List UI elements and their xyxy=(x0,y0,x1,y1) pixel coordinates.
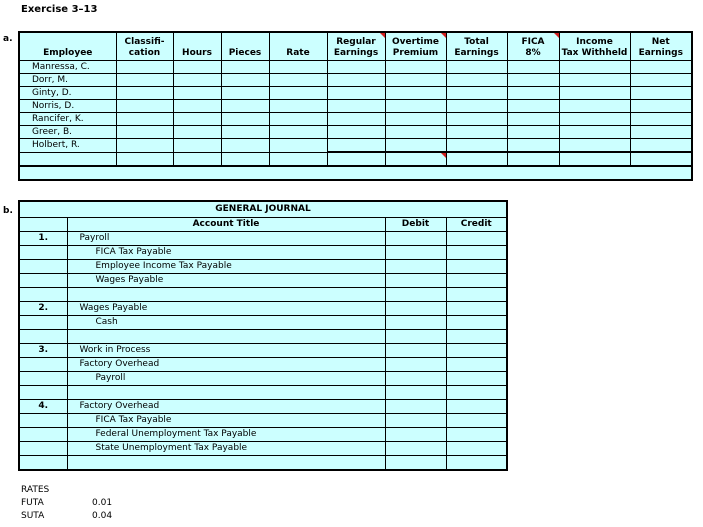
header-text: Overtime xyxy=(392,37,439,47)
header-pieces xyxy=(221,32,269,61)
entry-number xyxy=(19,358,67,372)
header-text: Regular xyxy=(336,37,376,47)
journal-row xyxy=(19,414,507,428)
payroll-input-cell[interactable] xyxy=(173,126,221,139)
payroll-input-cell[interactable] xyxy=(327,61,385,74)
credit-cell[interactable] xyxy=(446,386,507,400)
payroll-input-cell[interactable] xyxy=(385,126,446,139)
entry-number xyxy=(19,372,67,386)
payroll-input-cell[interactable] xyxy=(630,74,692,87)
journal-row xyxy=(19,442,507,456)
account-title: Federal Unemployment Tax Payable xyxy=(95,429,257,439)
debit-cell[interactable] xyxy=(385,372,446,386)
journal-row xyxy=(19,400,507,414)
account-title-cell xyxy=(67,428,385,442)
header-text: Premium xyxy=(392,48,439,58)
payroll-input-cell[interactable] xyxy=(173,152,221,166)
account-title-cell xyxy=(67,302,385,316)
header-net-earnings xyxy=(630,32,692,61)
header-account-title: Account Title xyxy=(67,218,385,232)
rates-title: RATES xyxy=(21,485,50,495)
entry-number: 2. xyxy=(19,302,67,316)
credit-cell[interactable] xyxy=(446,344,507,358)
payroll-input-cell[interactable] xyxy=(507,61,559,74)
entry-number xyxy=(19,260,67,274)
journal-header-row xyxy=(19,218,507,232)
payroll-input-cell[interactable] xyxy=(327,152,385,166)
payroll-input-cell[interactable] xyxy=(630,100,692,113)
entry-number xyxy=(19,330,67,344)
employee-name-cell: Ginty, D. xyxy=(19,87,116,100)
credit-cell[interactable] xyxy=(446,400,507,414)
payroll-input-cell[interactable] xyxy=(173,100,221,113)
payroll-input-cell[interactable] xyxy=(559,113,630,126)
account-title-cell xyxy=(67,386,385,400)
journal-title: GENERAL JOURNAL xyxy=(19,201,507,218)
account-title: Wages Payable xyxy=(79,303,148,313)
header-text: Hours xyxy=(182,48,212,58)
credit-cell[interactable] xyxy=(446,260,507,274)
account-title-cell xyxy=(67,414,385,428)
payroll-input-cell[interactable] xyxy=(385,61,446,74)
payroll-input-cell[interactable] xyxy=(173,139,221,153)
account-title: Wages Payable xyxy=(95,275,164,285)
debit-cell[interactable] xyxy=(385,260,446,274)
account-title-cell xyxy=(67,246,385,260)
account-title: FICA Tax Payable xyxy=(95,415,172,425)
payroll-table xyxy=(18,31,693,181)
account-title: Payroll xyxy=(79,233,110,243)
entry-number xyxy=(19,428,67,442)
account-title-cell xyxy=(67,288,385,302)
payroll-input-cell[interactable] xyxy=(269,126,327,139)
payroll-input-cell[interactable] xyxy=(116,113,173,126)
journal-row xyxy=(19,246,507,260)
payroll-input-cell[interactable] xyxy=(630,139,692,153)
debit-cell[interactable] xyxy=(385,330,446,344)
employee-name-cell: Manressa, C. xyxy=(19,61,116,74)
debit-cell[interactable] xyxy=(385,288,446,302)
payroll-input-cell[interactable] xyxy=(446,100,507,113)
payroll-input-cell[interactable] xyxy=(173,61,221,74)
part-b-label: b. xyxy=(3,206,13,216)
payroll-input-cell[interactable] xyxy=(221,74,269,87)
payroll-input-cell[interactable] xyxy=(327,87,385,100)
payroll-input-cell[interactable] xyxy=(559,61,630,74)
journal-title-row xyxy=(19,201,507,218)
payroll-input-cell[interactable] xyxy=(173,87,221,100)
payroll-input-cell[interactable] xyxy=(630,113,692,126)
account-title-cell xyxy=(67,316,385,330)
credit-cell[interactable] xyxy=(446,414,507,428)
credit-cell[interactable] xyxy=(446,246,507,260)
payroll-input-cell[interactable] xyxy=(446,139,507,153)
payroll-footer-row xyxy=(19,166,692,180)
payroll-input-cell[interactable] xyxy=(507,139,559,153)
account-title-cell xyxy=(67,274,385,288)
credit-cell[interactable] xyxy=(446,428,507,442)
payroll-input-cell[interactable] xyxy=(507,126,559,139)
payroll-input-cell[interactable] xyxy=(327,113,385,126)
payroll-input-cell[interactable] xyxy=(116,126,173,139)
header-text: Earnings xyxy=(333,48,379,58)
entry-number xyxy=(19,456,67,471)
payroll-input-cell[interactable] xyxy=(507,87,559,100)
rate-suta-label: SUTA xyxy=(21,511,45,521)
payroll-input-cell[interactable] xyxy=(116,152,173,166)
payroll-input-cell[interactable] xyxy=(559,139,630,153)
employee-name-cell: Holbert, R. xyxy=(19,139,116,153)
debit-cell[interactable] xyxy=(385,428,446,442)
payroll-input-cell[interactable] xyxy=(269,61,327,74)
payroll-row xyxy=(19,100,692,113)
header-rate xyxy=(269,32,327,61)
credit-cell[interactable] xyxy=(446,442,507,456)
header-text: Earnings xyxy=(638,48,683,58)
payroll-row xyxy=(19,152,692,166)
account-title: Factory Overhead xyxy=(79,401,160,411)
header-text: Net xyxy=(651,37,670,47)
header-text: 8% xyxy=(525,48,541,58)
header-fica xyxy=(507,32,559,61)
payroll-input-cell[interactable] xyxy=(327,74,385,87)
payroll-input-cell[interactable] xyxy=(559,152,630,166)
account-title-cell xyxy=(67,232,385,246)
debit-cell[interactable] xyxy=(385,344,446,358)
employee-name-cell: Rancifer, K. xyxy=(19,113,116,126)
credit-cell[interactable] xyxy=(446,456,507,471)
employee-name-cell: Greer, B. xyxy=(19,126,116,139)
payroll-input-cell[interactable] xyxy=(221,61,269,74)
header-income-tax-withheld xyxy=(559,32,630,61)
payroll-input-cell[interactable] xyxy=(559,87,630,100)
payroll-input-cell[interactable] xyxy=(507,100,559,113)
header-text: Tax Withheld xyxy=(561,48,628,58)
payroll-header-row xyxy=(19,32,692,61)
account-title-cell xyxy=(67,442,385,456)
entry-number: 3. xyxy=(19,344,67,358)
employee-name-cell: Norris, D. xyxy=(19,100,116,113)
entry-number: 4. xyxy=(19,400,67,414)
header-text: Earnings xyxy=(454,48,499,58)
payroll-input-cell[interactable] xyxy=(385,74,446,87)
payroll-input-cell[interactable] xyxy=(385,139,446,153)
header-text: Total xyxy=(464,37,489,47)
account-title-cell xyxy=(67,330,385,344)
general-journal-table xyxy=(18,200,508,471)
header-text: FICA xyxy=(521,37,545,47)
rate-suta-value: 0.04 xyxy=(92,511,113,521)
payroll-input-cell[interactable] xyxy=(327,126,385,139)
journal-row xyxy=(19,358,507,372)
payroll-input-cell[interactable] xyxy=(630,126,692,139)
credit-cell[interactable] xyxy=(446,330,507,344)
header-text: Classifi- xyxy=(124,37,165,47)
payroll-input-cell[interactable] xyxy=(507,113,559,126)
payroll-input-cell[interactable] xyxy=(221,152,269,166)
credit-cell[interactable] xyxy=(446,358,507,372)
payroll-input-cell[interactable] xyxy=(559,100,630,113)
credit-cell[interactable] xyxy=(446,372,507,386)
payroll-input-cell[interactable] xyxy=(269,139,327,153)
journal-row xyxy=(19,316,507,330)
journal-row xyxy=(19,372,507,386)
entry-number xyxy=(19,316,67,330)
payroll-input-cell[interactable] xyxy=(507,152,559,166)
payroll-input-cell[interactable] xyxy=(630,61,692,74)
payroll-row xyxy=(19,74,692,87)
entry-number xyxy=(19,442,67,456)
account-title: FICA Tax Payable xyxy=(95,247,172,257)
payroll-input-cell[interactable] xyxy=(269,113,327,126)
header-entry-number xyxy=(19,218,67,232)
credit-cell[interactable] xyxy=(446,316,507,330)
entry-number: 1. xyxy=(19,232,67,246)
payroll-input-cell[interactable] xyxy=(385,100,446,113)
debit-cell[interactable] xyxy=(385,442,446,456)
credit-cell[interactable] xyxy=(446,302,507,316)
payroll-row xyxy=(19,87,692,100)
payroll-input-cell[interactable] xyxy=(221,113,269,126)
payroll-input-cell[interactable] xyxy=(173,74,221,87)
debit-cell[interactable] xyxy=(385,400,446,414)
debit-cell[interactable] xyxy=(385,246,446,260)
journal-row xyxy=(19,344,507,358)
credit-cell[interactable] xyxy=(446,232,507,246)
header-employee xyxy=(19,32,116,61)
header-text: Income xyxy=(576,37,613,47)
payroll-input-cell[interactable] xyxy=(221,87,269,100)
account-title-cell xyxy=(67,456,385,471)
payroll-input-cell[interactable] xyxy=(116,87,173,100)
account-title-cell xyxy=(67,358,385,372)
entry-number xyxy=(19,274,67,288)
payroll-footer-cell xyxy=(19,166,692,180)
account-title-cell xyxy=(67,400,385,414)
payroll-input-cell[interactable] xyxy=(116,100,173,113)
payroll-input-cell[interactable] xyxy=(221,126,269,139)
header-text: Rate xyxy=(286,48,310,58)
debit-cell[interactable] xyxy=(385,456,446,471)
journal-row xyxy=(19,428,507,442)
journal-row xyxy=(19,232,507,246)
account-title-cell xyxy=(67,372,385,386)
header-total-earnings xyxy=(446,32,507,61)
entry-number xyxy=(19,414,67,428)
payroll-input-cell[interactable] xyxy=(446,74,507,87)
employee-name-cell: Dorr, M. xyxy=(19,74,116,87)
payroll-input-cell[interactable] xyxy=(446,61,507,74)
payroll-input-cell[interactable] xyxy=(630,87,692,100)
header-overtime-premium xyxy=(385,32,446,61)
payroll-input-cell[interactable] xyxy=(116,61,173,74)
header-text: cation xyxy=(128,48,161,58)
header-text: Pieces xyxy=(228,48,262,58)
payroll-input-cell[interactable] xyxy=(327,100,385,113)
journal-blank-row xyxy=(19,456,507,471)
account-title: Factory Overhead xyxy=(79,359,160,369)
rate-futa-value: 0.01 xyxy=(92,498,113,508)
entry-number xyxy=(19,288,67,302)
debit-cell[interactable] xyxy=(385,302,446,316)
debit-cell[interactable] xyxy=(385,274,446,288)
payroll-input-cell[interactable] xyxy=(221,100,269,113)
payroll-input-cell[interactable] xyxy=(269,87,327,100)
journal-blank-row xyxy=(19,288,507,302)
account-title: Payroll xyxy=(95,373,126,383)
debit-cell[interactable] xyxy=(385,358,446,372)
header-credit: Credit xyxy=(446,218,507,232)
account-title: Work in Process xyxy=(79,345,151,355)
payroll-row xyxy=(19,126,692,139)
debit-cell[interactable] xyxy=(385,232,446,246)
header-debit: Debit xyxy=(385,218,446,232)
debit-cell[interactable] xyxy=(385,414,446,428)
header-classification xyxy=(116,32,173,61)
account-title-cell xyxy=(67,344,385,358)
journal-row xyxy=(19,302,507,316)
account-title: Cash xyxy=(95,317,118,327)
payroll-input-cell[interactable] xyxy=(446,126,507,139)
payroll-input-cell[interactable] xyxy=(559,74,630,87)
account-title: State Unemployment Tax Payable xyxy=(95,443,248,453)
part-a-label: a. xyxy=(3,34,13,44)
entry-number xyxy=(19,386,67,400)
header-hours xyxy=(173,32,221,61)
payroll-input-cell[interactable] xyxy=(446,87,507,100)
payroll-row xyxy=(19,61,692,74)
payroll-input-cell[interactable] xyxy=(173,113,221,126)
payroll-input-cell[interactable] xyxy=(559,126,630,139)
header-text: Employee xyxy=(43,48,93,58)
exercise-title: Exercise 3–13 xyxy=(21,4,98,15)
credit-cell[interactable] xyxy=(446,288,507,302)
payroll-input-cell[interactable] xyxy=(630,152,692,166)
debit-cell[interactable] xyxy=(385,316,446,330)
payroll-input-cell[interactable] xyxy=(507,74,559,87)
payroll-row xyxy=(19,139,692,153)
journal-row xyxy=(19,260,507,274)
payroll-input-cell[interactable] xyxy=(116,139,173,153)
header-regular-earnings xyxy=(327,32,385,61)
payroll-input-cell[interactable] xyxy=(116,74,173,87)
payroll-row xyxy=(19,113,692,126)
payroll-input-cell[interactable] xyxy=(446,152,507,166)
debit-cell[interactable] xyxy=(385,386,446,400)
account-title: Employee Income Tax Payable xyxy=(95,261,232,271)
credit-cell[interactable] xyxy=(446,274,507,288)
payroll-input-cell[interactable] xyxy=(269,74,327,87)
payroll-input-cell[interactable] xyxy=(385,113,446,126)
journal-row xyxy=(19,274,507,288)
payroll-input-cell[interactable] xyxy=(327,139,385,153)
journal-blank-row xyxy=(19,330,507,344)
rate-futa-label: FUTA xyxy=(21,498,44,508)
payroll-input-cell[interactable] xyxy=(221,139,269,153)
account-title-cell xyxy=(67,260,385,274)
payroll-input-cell[interactable] xyxy=(385,152,446,166)
payroll-input-cell[interactable] xyxy=(446,113,507,126)
payroll-input-cell[interactable] xyxy=(385,87,446,100)
entry-number xyxy=(19,246,67,260)
payroll-input-cell[interactable] xyxy=(269,152,327,166)
payroll-input-cell[interactable] xyxy=(269,100,327,113)
journal-blank-row xyxy=(19,386,507,400)
employee-name-cell xyxy=(19,152,116,166)
